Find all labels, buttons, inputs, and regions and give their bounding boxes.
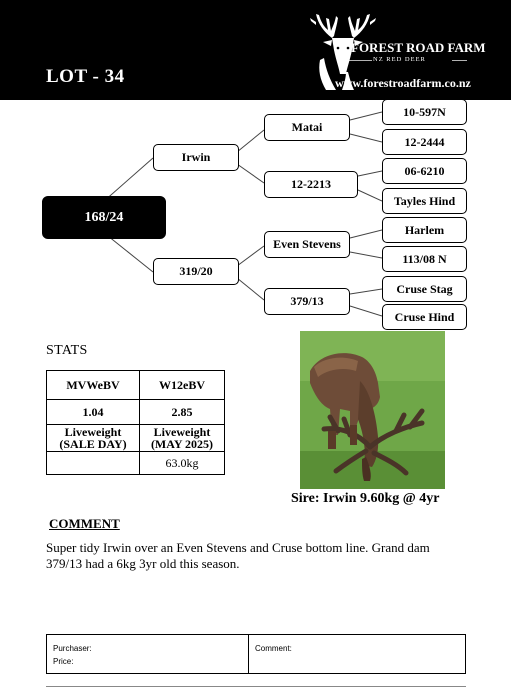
stats-table [46,370,225,475]
price-label: Price: [53,657,74,666]
label-line: (SALE DAY) [59,437,127,451]
table-row [47,425,225,452]
table-row [47,371,225,400]
farm-website: www.forestroadfarm.co.nz [335,76,471,90]
pedigree-ggp: 10-597N [382,99,467,125]
liveweight-sale-day-label [47,425,140,452]
pedigree-dam: 319/20 [153,258,239,285]
sire-caption: Sire: Irwin 9.60kg @ 4yr [291,491,440,506]
purchaser-label: Purchaser: [53,644,92,653]
comment-heading: COMMENT [49,516,120,531]
label-line: Liveweight [64,425,122,439]
lot-number: LOT - 34 [46,66,125,87]
mvwebv-header: MVWeBV [47,371,140,400]
liveweight-sale-day-value [47,452,140,475]
pedigree-ggp: Tayles Hind [382,188,467,214]
pedigree-sire-sire: Matai [264,114,350,141]
pedigree-ggp: 12-2444 [382,129,467,155]
purchase-comment-label: Comment: [255,644,292,653]
farm-name: FOREST ROAD FARM [351,40,486,55]
purchase-box [46,634,466,674]
mvwebv-value: 1.04 [47,400,140,425]
farm-subtitle: NZ RED DEER [373,56,426,63]
pedigree-sire-dam: 12-2213 [264,171,358,198]
w12ebv-value: 2.85 [140,400,225,425]
liveweight-may-value: 63.0kg [140,452,225,475]
table-row [47,452,225,475]
pedigree-dam-dam: 379/13 [264,288,350,315]
purchase-box-divider [248,635,249,673]
sire-photo [300,331,445,489]
comment-text: Super tidy Irwin over an Even Stevens and Cruse bottom line. Grand dam 379/13 had a 6kg 3yr old this season. [46,540,430,571]
label-line: Liveweight [153,425,211,439]
pedigree-subject: 168/24 [42,196,166,239]
w12ebv-header: W12eBV [140,371,225,400]
pedigree-ggp: Cruse Stag [382,276,467,302]
bottom-rule [46,686,466,687]
pedigree-ggp: 06-6210 [382,158,467,184]
table-row [47,400,225,425]
label-line: (MAY 2025) [150,437,214,451]
stats-label: STATS [46,343,88,358]
pedigree-ggp: Cruse Hind [382,304,467,330]
pedigree-dam-sire: Even Stevens [264,231,350,258]
liveweight-may-label [140,425,225,452]
pedigree-sire: Irwin [153,144,239,171]
pedigree-ggp: 113/08 N [382,246,467,272]
pedigree-ggp: Harlem [382,217,467,243]
